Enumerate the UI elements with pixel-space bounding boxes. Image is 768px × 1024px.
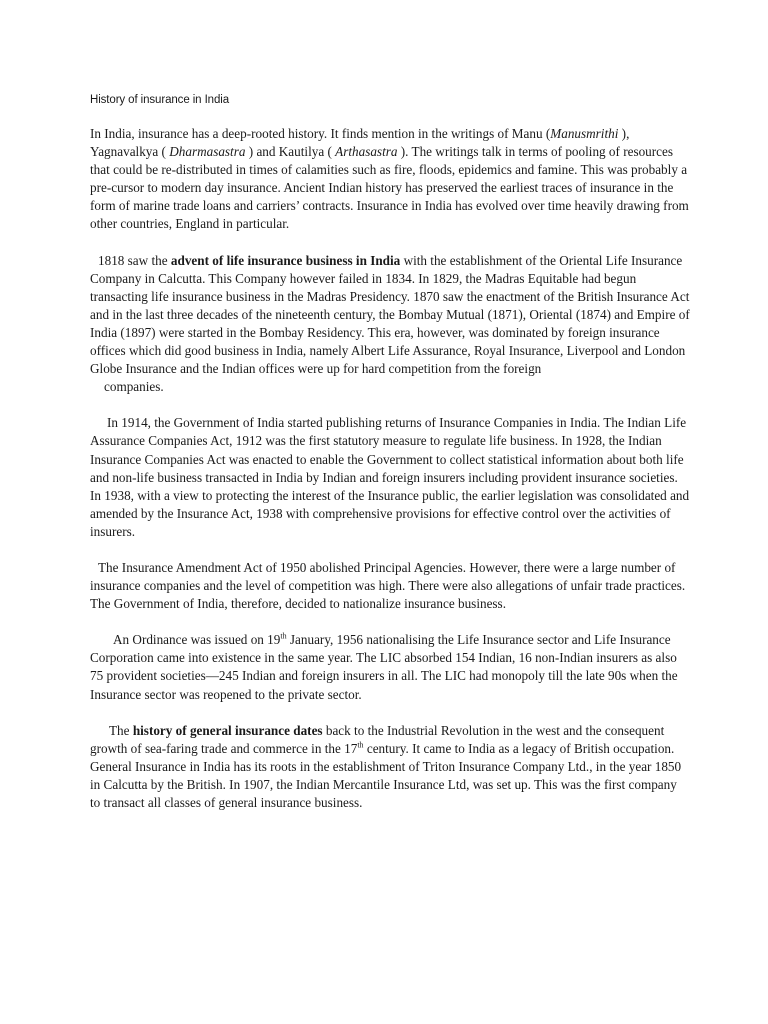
p1-text-3: ) and Kautilya ( [245,144,336,160]
p5-text-1: An Ordinance was issued on 19 [113,632,281,648]
p6-text-2: back to the Industrial Revolution in the west and the consequent growth of sea-faring trade and commerce in the 17 [90,722,665,756]
paragraph-general-insurance [90,722,690,812]
p6-superscript: th [357,740,364,750]
p1-italic-arthasastra: Arthasastra [335,144,398,160]
p1-italic-manusmrithi: Manusmrithi [550,126,619,141]
paragraph-ancient-history [90,125,690,234]
p1-text-2: ), Yagnavalkya ( [90,126,630,160]
p5-superscript: th [280,631,287,641]
paragraph-ordinance-1956 [90,631,690,703]
p2-text-1: 1818 saw the [98,252,171,268]
paragraph-1914-regulation: In 1914, the Government of India started publishing returns of Insurance Companies in India. The Indian Life Assurance Companies Act, 1912 was the first statutory measure to regulate life business. In 1928, the Indian Insurance Companies Act was enacted to enable the Government to collect statistical information about both life and non-life business transacted in India by Indian and foreign insurers including provident insurance societies. In 1938, with a view to protecting the interest of the Insurance public, the earlier legislation was consolidated and amended by the Insurance Act, 1938 with comprehensive provisions for effective control over the activities of insurers. [90,415,690,539]
document-title: History of insurance in India [90,94,230,106]
p6-text-1: The [109,722,133,738]
p6-bold-history: history of general insurance dates [132,722,323,738]
p6-text-3: century. It came to India as a legacy of British occupation. General Insurance in India has its roots in the establishment of Triton Insurance Company Ltd., in the year 1850 in Calcutta by the British. In 1907, the Indian Mercantile Insurance Ltd, was set up. This was the first company to transact all classes of general insurance business. [90,740,682,810]
p2-bold-advent: advent of life insurance business in India [170,252,401,268]
p2-text-2: with the establishment of the Oriental Life Insurance Company in Calcutta. This Company however failed in 1834. In 1829, the Madras Equitable had begun transacting life insurance business in the Madras Presidency. 1870 saw the enactment of the British Insurance Act and in the last three decades of the nineteenth century, the Bombay Mutual (1871), Oriental (1874) and Empire of India (1897) were started in the Bombay Residency. This era, however, was dominated by foreign insurance offices which did good business in India, namely Albert Life Assurance, Royal Insurance, Liverpool and London Globe Insurance and the Indian offices were up for hard competition from the foreign [90,252,690,377]
p1-text-1: In India, insurance has a deep-rooted history. It finds mention in the writings of Manu ( [90,126,551,141]
p1-text-4: ). The writings talk in terms of pooling of resources that could be re-distributed in times of calamities such as fire, floods, epidemics and famine. This was probably a pre-cursor to modern day insurance. Ancient Indian history has preserved the earliest traces of insurance in the form of marine trade loans and carriers’ contracts. Insurance in India has evolved over time heavily drawing from other countries, England in particular. [90,144,689,232]
p5-text-2: January, 1956 nationalising the Life Insurance sector and Life Insurance Corporation came into existence in the same year. The LIC absorbed 154 Indian, 16 non-Indian insurers as also 75 provident societies—245 Indian and foreign insurers in all. The LIC had monopoly till the late 90s when the Insurance sector was reopened to the private sector. [90,632,678,702]
p2-text-3: companies. [104,379,164,395]
p1-italic-dharmasastra: Dharmasastra [169,144,246,160]
paragraph-amendment-1950: The Insurance Amendment Act of 1950 abolished Principal Agencies. However, there were a large number of insurance companies and the level of competition was high. There were also allegations of unfair trade practices. The Government of India, therefore, decided to nationalize insurance business. [90,559,686,612]
paragraph-life-insurance-1818 [90,252,690,397]
